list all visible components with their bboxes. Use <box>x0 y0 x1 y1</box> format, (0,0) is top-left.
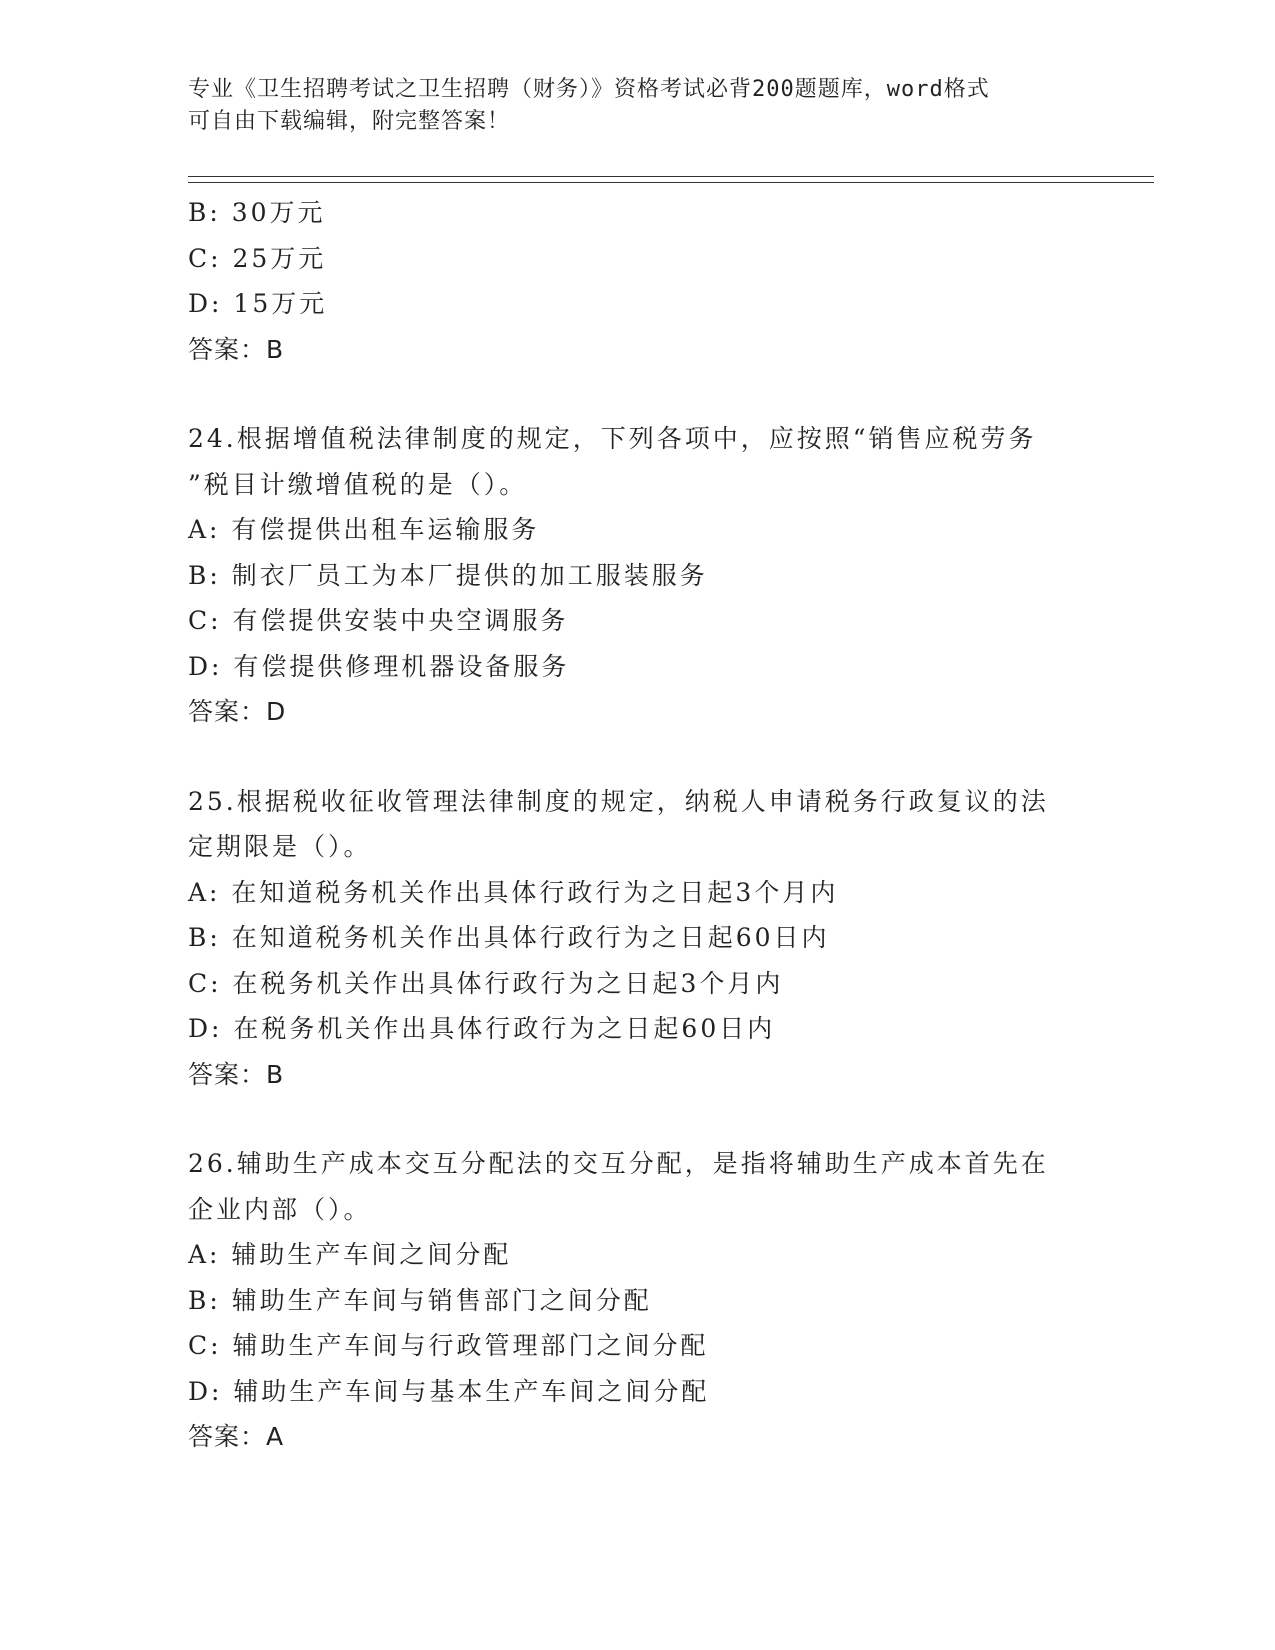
option-c: C: 25万元 <box>188 243 327 273</box>
question-stem: 26.辅助生产成本交互分配法的交互分配，是指将辅助生产成本首先在 <box>188 1149 1049 1178</box>
option-b: B: 辅助生产车间与销售部门之间分配 <box>188 1285 652 1315</box>
question-25 <box>188 779 1108 1098</box>
answer: 答案：A <box>188 1422 285 1451</box>
header-divider <box>188 182 1154 183</box>
question-list <box>188 190 1108 1460</box>
question-stem: 企业内部（）。 <box>188 1194 372 1224</box>
option-a: A: 有偿提供出租车运输服务 <box>188 515 540 544</box>
answer: 答案：B <box>188 1059 285 1089</box>
answer: 答案：B <box>188 334 285 364</box>
question-stem: 定期限是（）。 <box>188 832 372 861</box>
option-c: C: 在税务机关作出具体行政行为之日起3个月内 <box>188 968 784 998</box>
header-line: 专业《卫生招聘考试之卫生招聘（财务）》资格考试必背200题题库，word格式 <box>188 77 990 102</box>
question-23-tail <box>188 190 1108 372</box>
header-divider <box>188 176 1154 177</box>
option-d: D: 有偿提供修理机器设备服务 <box>188 651 570 681</box>
option-d: D: 在税务机关作出具体行政行为之日起60日内 <box>188 1014 776 1043</box>
question-stem: 24.根据增值税法律制度的规定，下列各项中，应按照“销售应税劳务 <box>188 424 1037 453</box>
option-b: B: 在知道税务机关作出具体行政行为之日起60日内 <box>188 923 830 952</box>
option-c: C: 辅助生产车间与行政管理部门之间分配 <box>188 1331 709 1360</box>
question-26 <box>188 1141 1108 1460</box>
question-stem: ”税目计缴增值税的是（）。 <box>188 469 528 499</box>
option-a: A: 辅助生产车间之间分配 <box>188 1240 512 1269</box>
option-d: D: 辅助生产车间与基本生产车间之间分配 <box>188 1376 710 1406</box>
option-d: D: 15万元 <box>188 289 328 318</box>
option-b: B: 制衣厂员工为本厂提供的加工服装服务 <box>188 560 708 590</box>
page-header <box>188 74 1068 138</box>
option-b: B: 30万元 <box>188 198 326 227</box>
question-24 <box>188 416 1108 735</box>
option-c: C: 有偿提供安装中央空调服务 <box>188 606 569 635</box>
question-stem: 25.根据税收征收管理法律制度的规定，纳税人申请税务行政复议的法 <box>188 786 1049 816</box>
option-a: A: 在知道税务机关作出具体行政行为之日起3个月内 <box>188 877 839 907</box>
answer: 答案：D <box>188 697 287 726</box>
header-line: 可自由下载编辑，附完整答案！ <box>188 109 511 134</box>
